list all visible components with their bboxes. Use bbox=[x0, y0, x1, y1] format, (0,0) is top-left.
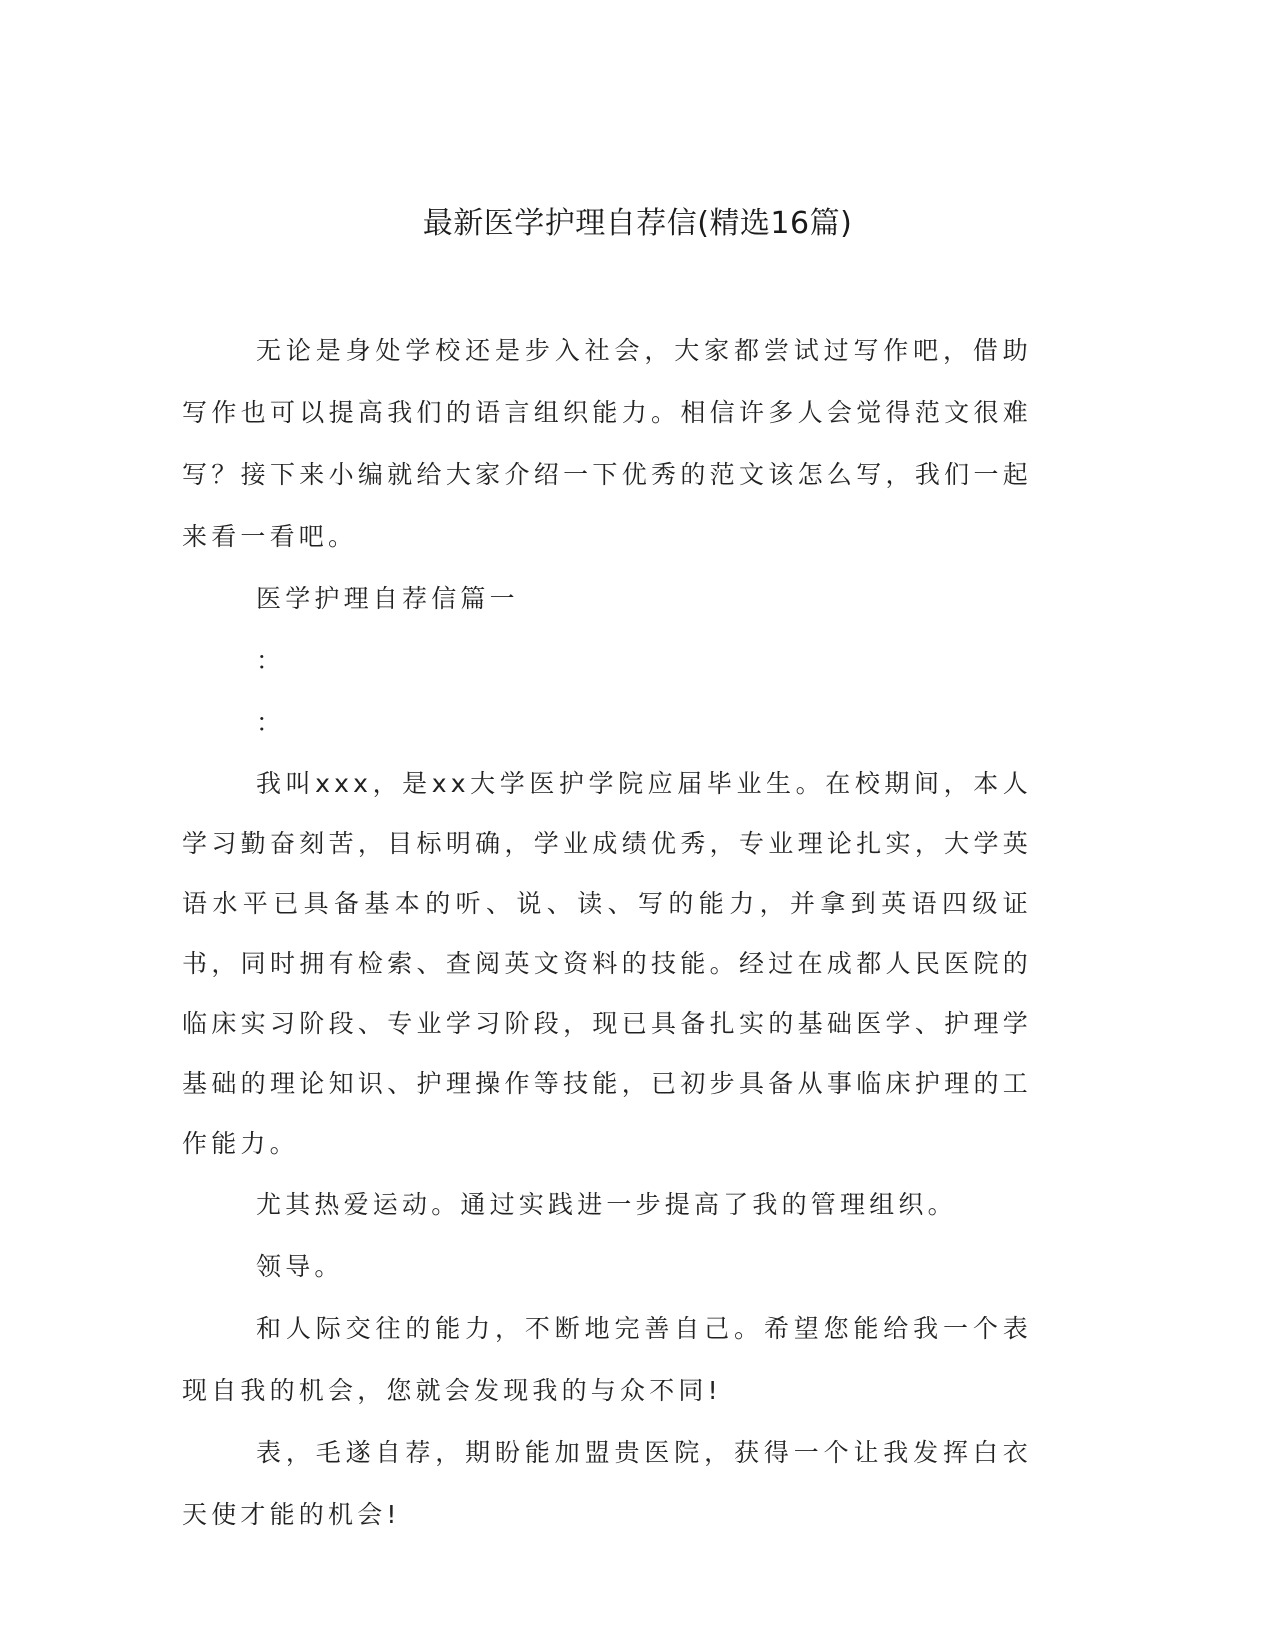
intro-paragraph: 无论是身处学校还是步入社会，大家都尝试过写作吧，借助写作也可以提高我们的语言组织能力。相信许多人会觉得范文很难写？接下来小编就给大家介绍一下优秀的范文该怎么写，我们一起来看一看吧。 bbox=[182, 336, 1032, 551]
salutation-line: ： bbox=[256, 708, 286, 737]
body-paragraph: 表，毛遂自荐，期盼能加盟贵医院，获得一个让我发挥白衣天使才能的机会! bbox=[182, 1438, 1032, 1529]
document-title: 最新医学护理自荐信(精选16篇) bbox=[422, 206, 853, 241]
salutation-line: ： bbox=[256, 646, 286, 675]
body-paragraph: 和人际交往的能力，不断地完善自己。希望您能给我一个表现自我的机会，您就会发现我的与众不同! bbox=[182, 1314, 1032, 1405]
body-paragraph: 尤其热爱运动。通过实践进一步提高了我的管理组织。 bbox=[256, 1190, 957, 1219]
document-body bbox=[182, 320, 1032, 1546]
body-paragraph: 领导。 bbox=[256, 1252, 344, 1281]
body-paragraph: 我叫xxx，是xx大学医护学院应届毕业生。在校期间，本人学习勤奋刻苦，目标明确，学业成绩优秀，专业理论扎实，大学英语水平已具备基本的听、说、读、写的能力，并拿到英语四级证书，同时拥有检索、查阅英文资料的技能。经过在成都人民医院的临床实习阶段、专业学习阶段，现已具备扎实的基础医学、护理学基础的理论知识、护理操作等技能，已初步具备从事临床护理的工作能力。 bbox=[182, 769, 1032, 1158]
section-heading: 医学护理自荐信篇一 bbox=[256, 584, 519, 613]
